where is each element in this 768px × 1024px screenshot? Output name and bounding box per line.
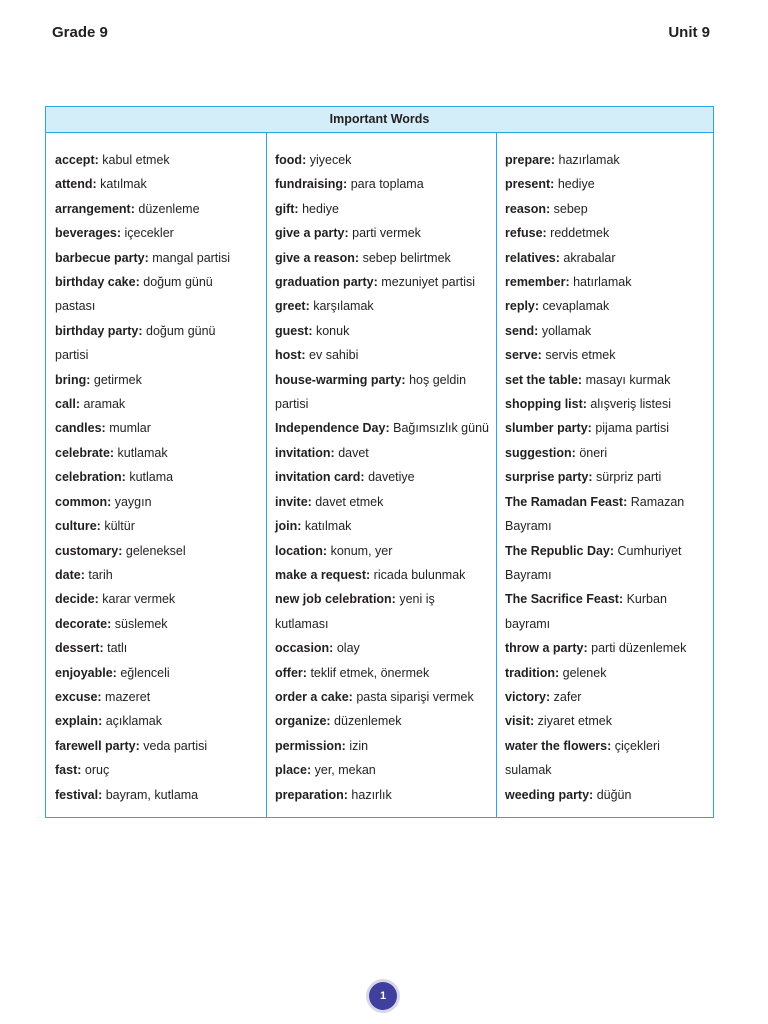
word-entry <box>55 441 266 465</box>
word-definition: davet etmek <box>315 494 384 509</box>
word-definition: parti vermek <box>352 226 421 241</box>
word-columns <box>46 133 713 817</box>
word-term: relatives: <box>505 250 560 265</box>
word-entry <box>275 514 496 538</box>
word-term: weeding party: <box>505 787 594 802</box>
word-term: excuse: <box>55 689 102 704</box>
word-entry <box>275 734 496 758</box>
word-entry <box>505 661 713 685</box>
word-entry <box>505 465 713 489</box>
word-definition: aramak <box>83 397 126 412</box>
word-definition: Bayramı <box>505 519 552 534</box>
word-entry <box>275 490 496 514</box>
word-definition: içecekler <box>124 226 174 241</box>
word-term: preparation: <box>275 787 348 802</box>
word-entry <box>505 734 713 758</box>
word-term: farewell party: <box>55 738 140 753</box>
word-entry <box>55 514 266 538</box>
word-entry <box>505 563 713 587</box>
word-term: refuse: <box>505 226 547 241</box>
word-definition: ev sahibi <box>309 348 359 363</box>
page-number: 1 <box>369 982 397 1010</box>
word-column-3 <box>496 133 713 817</box>
word-definition: sebep belirtmek <box>362 250 451 265</box>
word-entry <box>505 368 713 392</box>
word-entry <box>55 612 266 636</box>
word-definition: yeni iş <box>399 592 435 607</box>
word-definition: hoş geldin <box>409 372 467 387</box>
word-definition: yiyecek <box>309 153 352 167</box>
word-column-2 <box>266 133 496 817</box>
word-definition: izin <box>349 738 369 753</box>
word-definition: karşılamak <box>313 299 374 314</box>
word-entry <box>505 490 713 514</box>
word-entry <box>275 685 496 709</box>
word-entry <box>275 465 496 489</box>
grade-label: Grade 9 <box>52 24 108 41</box>
word-entry <box>55 587 266 611</box>
word-term: host: <box>275 348 306 363</box>
word-entry <box>55 270 266 294</box>
word-term: candles: <box>55 421 106 436</box>
word-entry <box>505 612 713 636</box>
word-term: location: <box>275 543 328 558</box>
word-definition: katılmak <box>304 519 352 534</box>
word-term: beverages: <box>55 226 122 241</box>
word-definition: Ramazan <box>630 494 685 509</box>
word-entry <box>275 758 496 782</box>
word-entry <box>55 636 266 660</box>
word-entry <box>55 392 266 416</box>
word-term: decorate: <box>55 616 112 631</box>
word-entry <box>275 441 496 465</box>
word-entry <box>275 587 496 611</box>
important-words-box <box>45 106 714 818</box>
word-entry <box>275 221 496 245</box>
word-entry <box>55 294 266 318</box>
word-term: celebration: <box>55 470 126 485</box>
word-entry <box>505 587 713 611</box>
word-definition: pastası <box>55 299 96 314</box>
word-term: reply: <box>505 299 540 314</box>
word-definition: davet <box>338 445 369 460</box>
word-term: The Ramadan Feast: <box>505 494 628 509</box>
word-definition: yer, mekan <box>314 763 376 778</box>
word-term: make a request: <box>275 567 371 582</box>
word-definition: Bayramı <box>505 567 552 582</box>
word-term: enjoyable: <box>55 665 117 680</box>
word-definition: süslemek <box>114 616 168 631</box>
word-definition: çiçekleri <box>614 738 660 753</box>
word-definition: oruç <box>84 763 110 778</box>
word-definition: hatırlamak <box>573 275 632 290</box>
word-entry <box>275 416 496 440</box>
word-term: new job celebration: <box>275 592 396 607</box>
word-term: guest: <box>275 323 313 338</box>
word-entry <box>505 539 713 563</box>
word-term: water the flowers: <box>505 738 612 753</box>
word-term: permission: <box>275 738 346 753</box>
word-entry <box>505 294 713 318</box>
word-entry <box>55 734 266 758</box>
word-term: present: <box>505 177 555 192</box>
word-definition: partisi <box>275 397 309 412</box>
word-term: decide: <box>55 592 99 607</box>
word-term: fast: <box>55 763 82 778</box>
word-term: place: <box>275 763 312 778</box>
word-definition: sebep <box>553 201 588 216</box>
word-term: organize: <box>275 714 331 729</box>
word-term: date: <box>55 567 85 582</box>
word-entry <box>55 172 266 196</box>
word-definition: olay <box>336 641 360 656</box>
word-term: give a party: <box>275 226 349 241</box>
word-definition: veda partisi <box>143 738 208 753</box>
word-definition: masayı kurmak <box>585 372 671 387</box>
word-entry <box>275 661 496 685</box>
word-definition: pijama partisi <box>595 421 669 436</box>
word-definition: yaygın <box>114 494 152 509</box>
word-definition: hazırlık <box>351 787 392 802</box>
word-term: invitation card: <box>275 470 365 485</box>
word-entry <box>505 172 713 196</box>
word-entry <box>275 783 496 807</box>
word-term: occasion: <box>275 641 334 656</box>
word-entry <box>275 392 496 416</box>
word-term: celebrate: <box>55 445 115 460</box>
word-entry <box>55 685 266 709</box>
word-entry <box>505 709 713 733</box>
word-definition: bayramı <box>505 616 551 631</box>
word-definition: ziyaret etmek <box>537 714 613 729</box>
word-definition: mezuniyet partisi <box>381 275 476 290</box>
word-entry <box>505 343 713 367</box>
word-definition: açıklamak <box>105 714 163 729</box>
word-entry <box>275 172 496 196</box>
word-term: food: <box>275 153 307 167</box>
word-entry <box>275 319 496 343</box>
word-definition: cevaplamak <box>542 299 610 314</box>
word-term: offer: <box>275 665 307 680</box>
word-definition: Kurban <box>626 592 667 607</box>
word-definition: karar vermek <box>102 592 176 607</box>
word-entry <box>275 368 496 392</box>
word-entry <box>55 319 266 343</box>
word-entry <box>275 270 496 294</box>
word-definition: alışveriş listesi <box>590 397 671 412</box>
word-term: send: <box>505 323 539 338</box>
word-definition: pasta siparişi vermek <box>356 689 474 704</box>
word-entry <box>55 661 266 685</box>
word-term: invite: <box>275 494 312 509</box>
word-definition: zafer <box>553 689 582 704</box>
word-definition: konum, yer <box>330 543 393 558</box>
word-definition: katılmak <box>100 177 147 192</box>
word-entry <box>275 539 496 563</box>
word-term: prepare: <box>505 153 556 167</box>
word-definition: sulamak <box>505 763 552 778</box>
word-term: tradition: <box>505 665 560 680</box>
word-term: join: <box>275 519 302 534</box>
word-definition: mazeret <box>105 689 151 704</box>
word-entry <box>505 392 713 416</box>
box-title: Important Words <box>46 107 713 133</box>
word-entry <box>55 758 266 782</box>
word-term: serve: <box>505 348 542 363</box>
word-term: barbecue party: <box>55 250 149 265</box>
word-definition: reddetmek <box>550 226 610 241</box>
word-entry <box>275 294 496 318</box>
word-definition: gelenek <box>562 665 607 680</box>
word-entry <box>275 343 496 367</box>
word-term: attend: <box>55 177 97 192</box>
word-entry <box>505 197 713 221</box>
word-term: graduation party: <box>275 275 378 290</box>
word-term: birthday party: <box>55 323 143 338</box>
word-entry <box>505 221 713 245</box>
word-entry <box>55 246 266 270</box>
word-definition: Bağımsızlık günü <box>393 421 489 436</box>
word-definition: yollamak <box>541 323 592 338</box>
word-definition: öneri <box>579 445 608 460</box>
word-definition: bayram, kutlama <box>105 787 199 802</box>
word-term: surprise party: <box>505 470 593 485</box>
word-definition: sürpriz parti <box>596 470 662 485</box>
word-term: culture: <box>55 519 101 534</box>
word-term: throw a party: <box>505 641 588 656</box>
word-term: greet: <box>275 299 310 314</box>
word-definition: düzenleme <box>138 201 200 216</box>
word-entry <box>55 539 266 563</box>
word-entry <box>505 636 713 660</box>
word-definition: Cumhuriyet <box>617 543 682 558</box>
word-entry <box>505 783 713 807</box>
word-entry <box>55 490 266 514</box>
word-definition: hazırlamak <box>558 153 620 167</box>
word-term: explain: <box>55 714 103 729</box>
word-term: order a cake: <box>275 689 353 704</box>
word-definition: hediye <box>302 201 339 216</box>
word-entry <box>505 270 713 294</box>
word-term: suggestion: <box>505 445 576 460</box>
word-entry <box>55 368 266 392</box>
word-term: invitation: <box>275 445 335 460</box>
word-term: festival: <box>55 787 103 802</box>
word-term: arrangement: <box>55 201 135 216</box>
word-term: shopping list: <box>505 397 587 412</box>
word-entry <box>55 148 266 172</box>
word-entry <box>505 685 713 709</box>
word-definition: servis etmek <box>545 348 616 363</box>
word-term: common: <box>55 494 112 509</box>
word-entry <box>55 709 266 733</box>
word-definition: doğum günü <box>143 275 213 290</box>
word-definition: akrabalar <box>563 250 616 265</box>
word-definition: getirmek <box>93 372 142 387</box>
word-term: The Republic Day: <box>505 543 615 558</box>
word-definition: hediye <box>557 177 595 192</box>
word-term: accept: <box>55 153 99 167</box>
word-entry <box>505 246 713 270</box>
word-entry <box>505 148 713 172</box>
word-definition: tatlı <box>107 641 128 656</box>
word-entry <box>505 441 713 465</box>
word-term: remember: <box>505 275 570 290</box>
word-entry <box>275 709 496 733</box>
word-term: call: <box>55 397 81 412</box>
word-entry <box>55 197 266 221</box>
word-term: Independence Day: <box>275 421 390 436</box>
word-term: house-warming party: <box>275 372 406 387</box>
word-term: The Sacrifice Feast: <box>505 592 624 607</box>
word-term: slumber party: <box>505 421 592 436</box>
word-definition: kabul etmek <box>102 153 170 167</box>
word-definition: kutlamak <box>117 445 168 460</box>
word-definition: mumlar <box>109 421 151 436</box>
word-term: fundraising: <box>275 177 348 192</box>
word-definition: partisi <box>55 348 89 363</box>
word-entry <box>275 612 496 636</box>
word-entry <box>275 563 496 587</box>
word-definition: konuk <box>315 323 350 338</box>
word-entry <box>55 343 266 367</box>
word-entry <box>505 416 713 440</box>
word-term: gift: <box>275 201 299 216</box>
word-term: visit: <box>505 714 535 729</box>
word-term: set the table: <box>505 372 583 387</box>
word-definition: tarih <box>88 567 113 582</box>
word-entry <box>275 197 496 221</box>
word-entry <box>55 783 266 807</box>
word-definition: davetiye <box>368 470 415 485</box>
word-entry <box>505 514 713 538</box>
word-definition: kutlama <box>129 470 174 485</box>
word-definition: mangal partisi <box>152 250 231 265</box>
word-term: dessert: <box>55 641 104 656</box>
word-entry <box>275 148 496 172</box>
word-column-1 <box>46 133 266 817</box>
word-entry <box>505 319 713 343</box>
word-entry <box>55 221 266 245</box>
word-term: customary: <box>55 543 123 558</box>
word-definition: eğlenceli <box>120 665 170 680</box>
word-definition: kutlaması <box>275 616 329 631</box>
word-entry <box>275 636 496 660</box>
word-definition: ricada bulunmak <box>373 567 466 582</box>
word-term: bring: <box>55 372 91 387</box>
word-entry <box>55 465 266 489</box>
word-definition: teklif etmek, önermek <box>310 665 430 680</box>
word-definition: geleneksel <box>125 543 186 558</box>
word-entry <box>275 246 496 270</box>
word-entry <box>55 416 266 440</box>
word-entry <box>55 563 266 587</box>
word-term: victory: <box>505 689 551 704</box>
word-definition: parti düzenlemek <box>591 641 687 656</box>
word-definition: doğum günü <box>146 323 216 338</box>
word-definition: para toplama <box>350 177 424 192</box>
word-term: birthday cake: <box>55 275 140 290</box>
word-definition: düzenlemek <box>334 714 402 729</box>
word-definition: düğün <box>596 787 632 802</box>
word-term: give a reason: <box>275 250 360 265</box>
word-definition: kültür <box>104 519 135 534</box>
unit-label: Unit 9 <box>668 24 710 41</box>
word-entry <box>505 758 713 782</box>
word-term: reason: <box>505 201 551 216</box>
